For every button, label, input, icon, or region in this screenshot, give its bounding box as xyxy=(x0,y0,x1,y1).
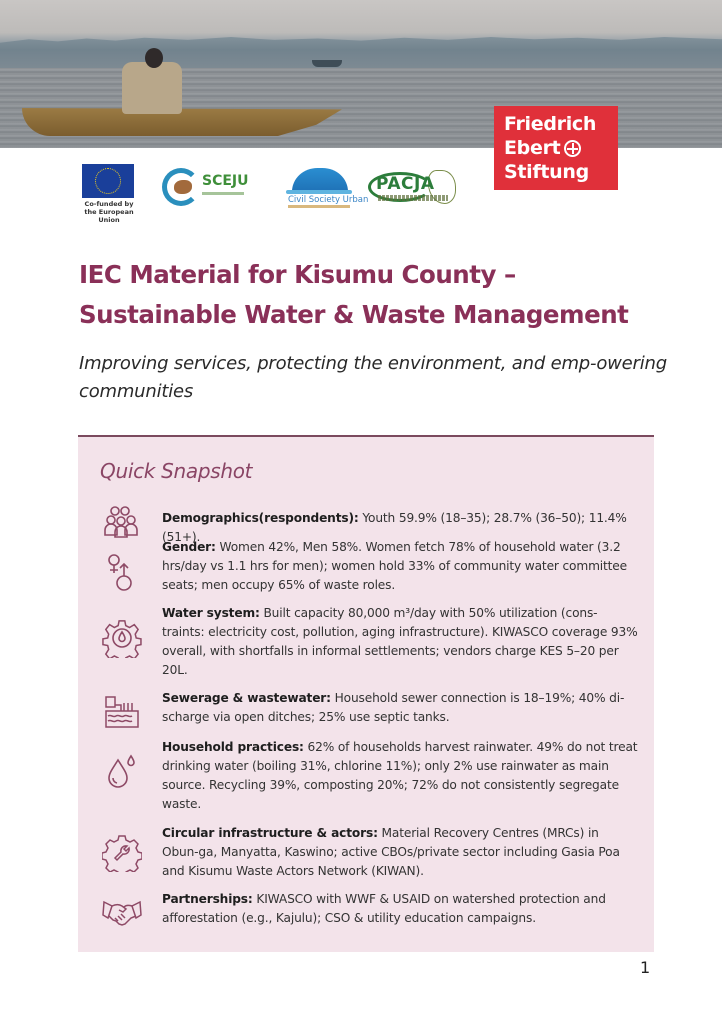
gear-water-drop-icon xyxy=(102,618,142,658)
quick-snapshot-box xyxy=(78,435,654,952)
csu-tagline xyxy=(288,205,350,208)
eu-stars-icon xyxy=(95,168,121,194)
snapshot-item-text xyxy=(162,890,638,928)
item-label: Demographics(respondents): xyxy=(162,511,359,525)
snapshot-heading: Quick Snapshot xyxy=(100,459,253,483)
item-body: Built capacity 80,000 m³/day with 50% utilization (cons-traints: electricity cost, pollution, aging infrastructure). KIWASCO coverage 93% overall, with shortfalls in informal settlements; vendors charge KES 5–20 per 20L. xyxy=(162,606,638,677)
snapshot-item-text xyxy=(162,538,638,595)
eu-caption: Co-funded by the European Union xyxy=(84,200,134,224)
partner-logos xyxy=(0,160,722,224)
pacja-tagline xyxy=(378,195,448,201)
gear-wrench-icon xyxy=(102,832,142,872)
snapshot-item-text xyxy=(162,824,638,881)
item-label: Water system: xyxy=(162,606,260,620)
distant-treeline xyxy=(0,32,722,68)
distant-boat xyxy=(312,60,342,67)
csu-logo-text: Civil Society Urban xyxy=(288,195,369,205)
item-body: Youth 59.9% (18–35); 28.7% (36–50); 11.4% (51+). xyxy=(162,511,627,544)
pacja-logo xyxy=(368,168,458,208)
item-body: Material Recovery Centres (MRCs) in Obun-ga, Manyatta, Kaswino; active CBOs/private sector including Gasia Poa and Kisumu Waste Actors Network (KIWAN). xyxy=(162,826,620,878)
sceju-hands-icon xyxy=(174,180,192,194)
gender-icon xyxy=(102,552,142,592)
fisherman xyxy=(122,62,182,114)
snapshot-item-text xyxy=(162,689,638,727)
sceju-logo-text: SCEJU xyxy=(202,173,249,189)
item-label: Partnerships: xyxy=(162,892,253,906)
page-subtitle: Improving services, protecting the environment, and emp-owering communities xyxy=(79,353,667,402)
fes-logo-line-2: Ebert xyxy=(504,137,561,159)
item-body: Women 42%, Men 58%. Women fetch 78% of household water (3.2 hrs/day vs 1.1 hrs for men); women hold 33% of community water committee seats; men occupy 65% of waste roles. xyxy=(162,540,627,592)
pacja-logo-text: PACJA xyxy=(376,174,435,194)
item-label: Gender: xyxy=(162,540,216,554)
fes-logo-line-3: Stiftung xyxy=(504,161,589,183)
item-label: Circular infrastructure & actors: xyxy=(162,826,378,840)
water-drops-icon xyxy=(102,752,142,792)
page-title: IEC Material for Kisumu County – Sustainable Water & Waste Management xyxy=(79,260,629,329)
sewerage-icon xyxy=(102,693,142,733)
sceju-logo xyxy=(162,166,249,208)
snapshot-item-text xyxy=(162,604,638,680)
fisherman-head xyxy=(145,48,163,68)
sceju-tagline xyxy=(202,192,244,195)
snapshot-item-text xyxy=(162,738,638,814)
item-label: Sewerage & wastewater: xyxy=(162,691,331,705)
eu-flag-logo xyxy=(82,164,134,198)
page-number: 1 xyxy=(640,958,651,977)
item-body: Household sewer connection is 18–19%; 40% di-scharge via open ditches; 25% use septic tanks. xyxy=(162,691,625,724)
item-label: Household practices: xyxy=(162,740,304,754)
item-body: KIWASCO with WWF & USAID on watershed protection and afforestation (e.g., Kajulu); CSO & utility education campaigns. xyxy=(162,892,606,925)
fes-globe-icon xyxy=(564,140,581,157)
fes-logo-line-1: Friedrich xyxy=(504,113,597,135)
handshake-icon xyxy=(102,892,142,932)
civil-society-urban-logo xyxy=(284,166,369,210)
people-group-icon xyxy=(102,503,142,543)
csu-wave-icon xyxy=(286,190,352,194)
item-body: 62% of households harvest rainwater. 49% do not treat drinking water (boiling 31%, chlorine 11%); only 2% use rainwater as main source. Recycling 39%, composting 20%; 72% do not consistently segregate waste. xyxy=(162,740,638,811)
